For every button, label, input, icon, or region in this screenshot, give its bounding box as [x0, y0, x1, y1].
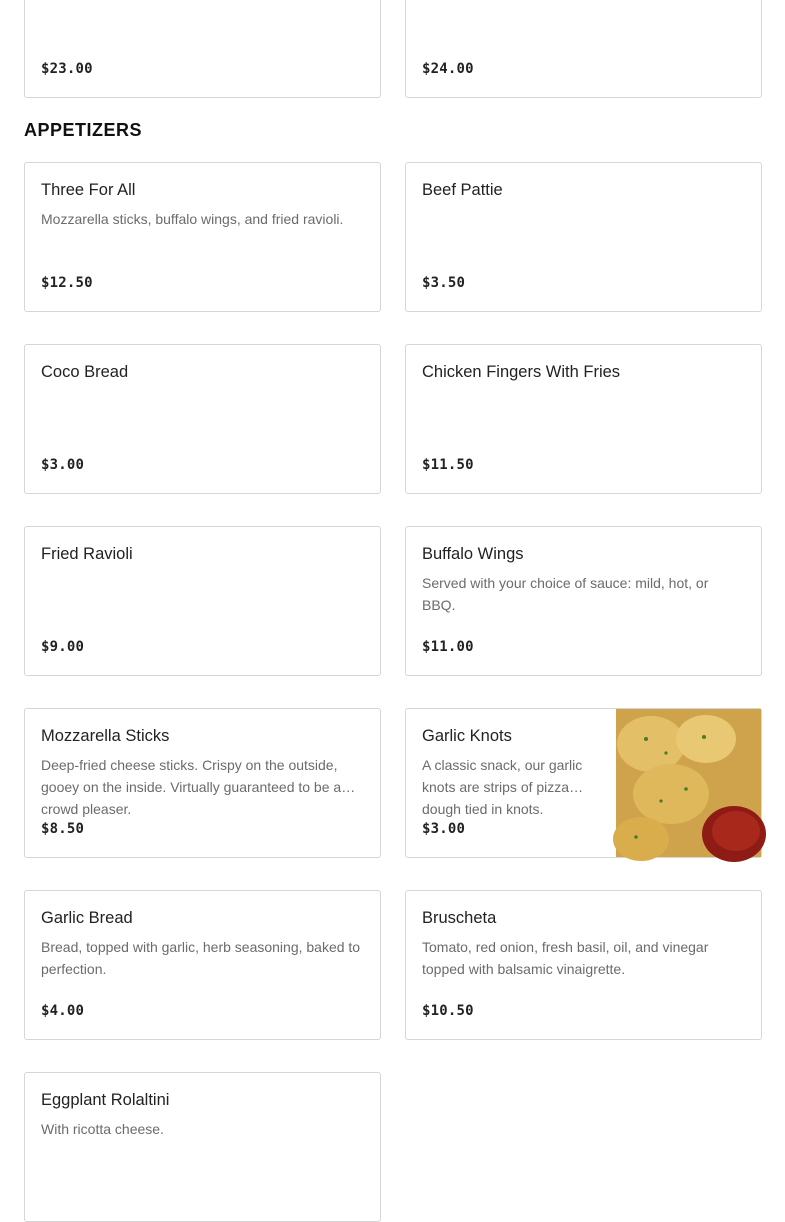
item-price: $3.00 [422, 821, 466, 837]
item-price: $11.00 [422, 639, 474, 655]
menu-item-card[interactable] [24, 890, 381, 1040]
menu-item-card[interactable] [24, 708, 381, 858]
item-name: Buffalo Wings [422, 545, 524, 563]
item-description: Served with your choice of sauce: mild, hot, or BBQ. [422, 575, 709, 613]
item-name: Eggplant Rolaltini [41, 1091, 170, 1109]
item-description: Mozzarella sticks, buffalo wings, and fried ravioli. [41, 211, 344, 227]
item-description: Tomato, red onion, fresh basil, oil, and vinegar topped with balsamic vinaigrette. [422, 939, 709, 977]
item-name: Beef Pattie [422, 181, 503, 199]
item-price: $23.00 [41, 61, 93, 77]
item-name: Garlic Knots [422, 727, 512, 745]
menu-item-card[interactable] [405, 526, 762, 676]
item-description: Deep-fried cheese sticks. Crispy on the outside, gooey on the inside. Virtually guaranteed to be a crowd pleaser. [41, 757, 342, 817]
menu-item-card[interactable] [24, 526, 381, 676]
item-price: $4.00 [41, 1003, 85, 1019]
item-description: Bread, topped with garlic, herb seasoning, baked to perfection. [41, 939, 361, 977]
item-name: Bruscheta [422, 909, 497, 927]
item-name: Chicken Fingers With Fries [422, 363, 621, 381]
section-title: APPETIZERS [24, 120, 143, 140]
menu-item-card[interactable] [24, 0, 381, 98]
item-description: A classic snack, our garlic knots are strips of pizza dough tied in knots. [422, 757, 583, 817]
item-name: Fried Ravioli [41, 545, 133, 563]
menu-item-card[interactable] [24, 344, 381, 494]
item-price: $8.50 [41, 821, 85, 837]
menu-item-card[interactable] [405, 344, 762, 494]
menu-item-card[interactable] [405, 162, 762, 312]
item-description: With ricotta cheese. [41, 1121, 164, 1137]
item-photo [616, 709, 761, 857]
item-price: $9.00 [41, 639, 85, 655]
menu-item-card[interactable] [405, 708, 762, 858]
item-price: $3.50 [422, 275, 466, 291]
item-name: Coco Bread [41, 363, 129, 381]
item-price: $12.50 [41, 275, 93, 291]
item-name: Three For All [41, 181, 136, 199]
item-price: $11.50 [422, 457, 474, 473]
menu-item-card[interactable] [405, 0, 762, 98]
menu-item-card[interactable] [24, 1072, 381, 1222]
item-price: $3.00 [41, 457, 85, 473]
item-price: $24.00 [422, 61, 474, 77]
item-price: $10.50 [422, 1003, 474, 1019]
menu-item-card[interactable] [405, 890, 762, 1040]
item-name: Mozzarella Sticks [41, 727, 170, 745]
item-name: Garlic Bread [41, 909, 133, 927]
menu-item-card[interactable] [24, 162, 381, 312]
